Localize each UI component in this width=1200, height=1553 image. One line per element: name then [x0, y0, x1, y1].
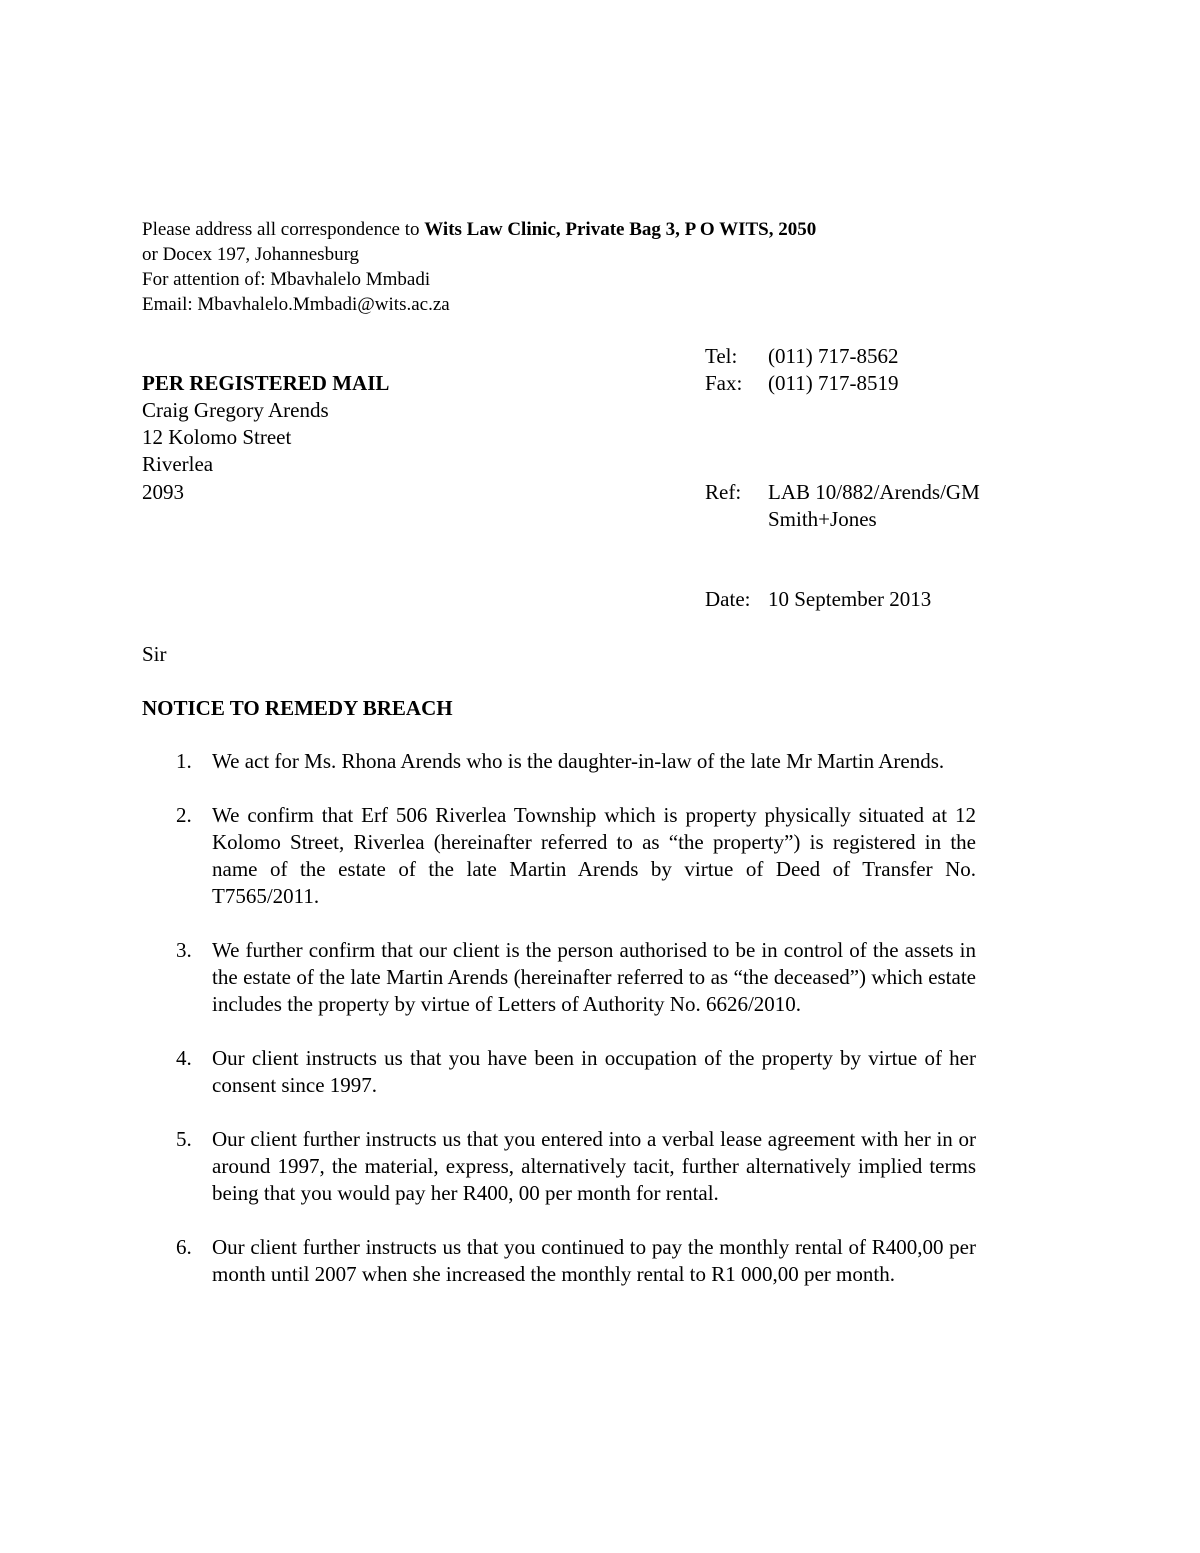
list-item	[140, 1234, 976, 1288]
docex-line: or Docex 197, Johannesburg	[142, 244, 360, 265]
fax-label: Fax:	[705, 371, 743, 395]
attention-line: For attention of: Mbavhalelo Mmbadi	[142, 269, 431, 290]
recipient-suburb: Riverlea	[142, 452, 214, 476]
list-item	[140, 1126, 976, 1207]
paragraph-number: 4.	[176, 1046, 192, 1070]
paragraph-text: We act for Ms. Rhona Arends who is the daughter-in-law of the late Mr Martin Arends.	[212, 749, 945, 773]
tel-label: Tel:	[705, 344, 738, 368]
paragraph-number: 2.	[176, 803, 192, 827]
list-item	[140, 748, 976, 775]
date-value: 10 September 2013	[768, 587, 932, 611]
paragraph-text: We confirm that Erf 506 Riverlea Township which is property physically situated at 12 Kolomo Street, Riverlea (hereinafter referred to as “the property”) is registered in the name of the estate of the late Martin Arends by virtue of Deed of Transfer No. T7565/2011.	[212, 803, 976, 908]
reference-number: LAB 10/882/Arends/GM	[768, 480, 980, 504]
recipient-postal-code: 2093	[142, 480, 184, 504]
list-item	[140, 802, 976, 910]
reference-label: Ref:	[705, 480, 742, 504]
recipient-name: Craig Gregory Arends	[142, 398, 329, 422]
recipient-street: 12 Kolomo Street	[142, 425, 292, 449]
paragraph-number: 5.	[176, 1127, 192, 1151]
letter-subject: NOTICE TO REMEDY BREACH	[142, 696, 453, 720]
paragraph-text: Our client further instructs us that you continued to pay the monthly rental of R400,00 per month until 2007 when she increased the monthly rental to R1 000,00 per month.	[212, 1235, 976, 1286]
paragraph-number: 6.	[176, 1235, 192, 1259]
email-line: Email: Mbavhalelo.Mmbadi@wits.ac.za	[142, 294, 450, 315]
fax-value: (011) 717-8519	[768, 371, 899, 395]
paragraph-text: We further confirm that our client is the person authorised to be in control of the assets in the estate of the late Martin Arends (hereinafter referred to as “the deceased”) which estate includes the property by virtue of Letters of Authority No. 6626/2010.	[212, 938, 976, 1016]
salutation: Sir	[142, 642, 167, 666]
delivery-method: PER REGISTERED MAIL	[142, 371, 390, 395]
paragraph-text: Our client further instructs us that you entered into a verbal lease agreement with her in or around 1997, the material, express, alternatively tacit, further alternatively implied terms being that you would pay her R400, 00 per month for rental.	[212, 1127, 976, 1205]
paragraph-number: 3.	[176, 938, 192, 962]
paragraph-number: 1.	[176, 749, 192, 773]
date-label: Date:	[705, 587, 751, 611]
numbered-paragraphs	[140, 748, 976, 1315]
clinic-address: Wits Law Clinic, Private Bag 3, P O WITS, 2050	[424, 219, 817, 240]
tel-value: (011) 717-8562	[768, 344, 899, 368]
reference-secondary: Smith+Jones	[768, 507, 877, 531]
correspondence-intro-text: Please address all correspondence to	[142, 219, 425, 240]
list-item	[140, 937, 976, 1018]
correspondence-address-line	[142, 217, 816, 242]
list-item	[140, 1045, 976, 1099]
paragraph-text: Our client instructs us that you have been in occupation of the property by virtue of her consent since 1997.	[212, 1046, 976, 1097]
